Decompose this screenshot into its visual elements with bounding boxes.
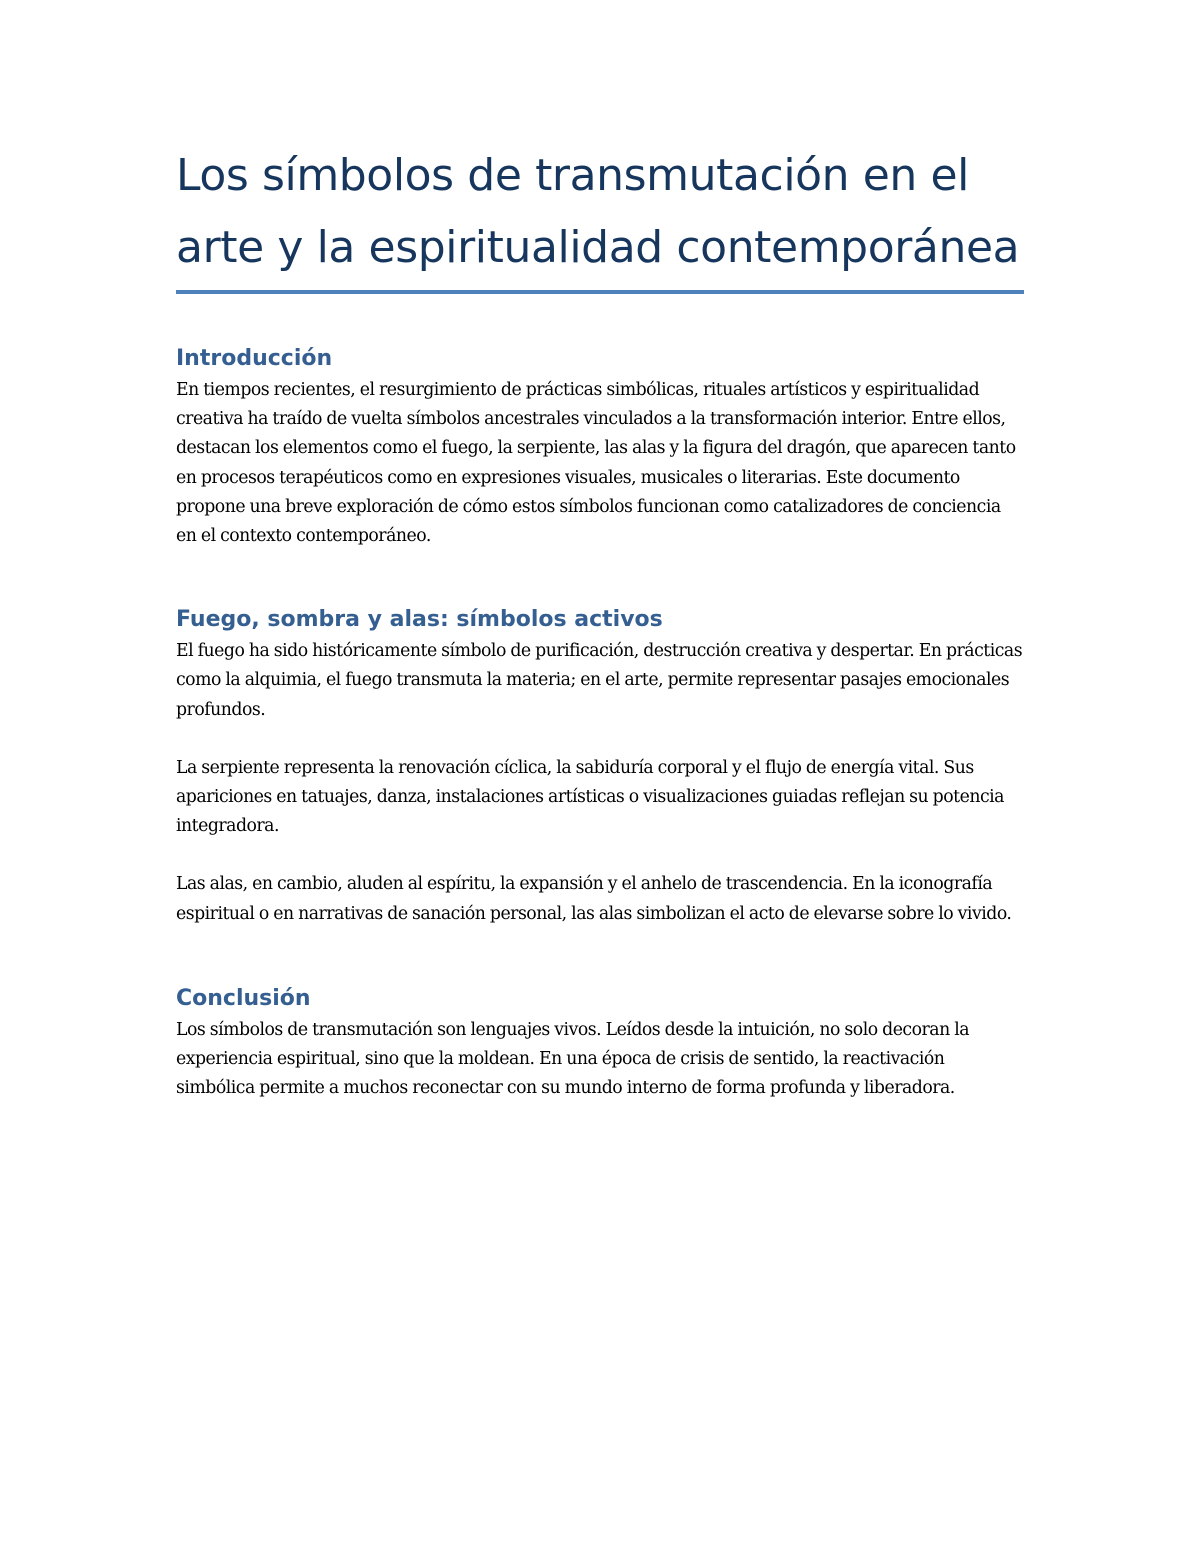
paragraph-fuego: El fuego ha sido históricamente símbolo de purificación, destrucción creativa y despertar. En prácticas como la alquimia, el fuego transmuta la materia; en el arte, permite representar pasajes emocionales profundos. (176, 641, 1023, 720)
section-heading-introduccion: Introducción (176, 346, 333, 371)
paragraph-conclusion: Los símbolos de transmutación son lenguajes vivos. Leídos desde la intuición, no solo decoran la experiencia espiritual, sino que la moldean. En una época de crisis de sentido, la reactivación simbólica permite a muchos reconectar con su mundo interno de forma profunda y liberadora. (176, 1019, 970, 1099)
section-heading-conclusion: Conclusión (176, 985, 311, 1011)
paragraph-introduccion: En tiempos recientes, el resurgimiento de prácticas simbólicas, rituales artísticos y espiritualidad creativa ha traído de vuelta símbolos ancestrales vinculados a la transformación interior. Entre ellos, destacan los elementos como el fuego, la serpiente, las alas y la figura del dragón, que aparecen tanto en procesos terapéuticos como en expresiones visuales, musicales o literarias. Este documento propone una breve exploración de cómo estos símbolos funcionan como catalizadores de conciencia en el contexto contemporáneo. (176, 380, 1016, 547)
title-underline (176, 290, 1024, 294)
paragraph-alas: Las alas, en cambio, aluden al espíritu, la expansión y el anhelo de trascendencia. En la iconografía espiritual o en narrativas de sanación personal, las alas simbolizan el acto de elevarse sobre lo vivido. (176, 874, 1012, 924)
document-title: Los símbolos de transmutación en el arte y la espiritualidad contemporánea (176, 150, 1020, 273)
paragraph-serpiente: La serpiente representa la renovación cíclica, la sabiduría corporal y el flujo de energía vital. Sus apariciones en tatuajes, danza, instalaciones artísticas o visualizaciones guiadas reflejan su potencia integradora. (176, 757, 1004, 837)
document-body (176, 140, 1024, 1103)
section-heading-fuego-sombra-alas: Fuego, sombra y alas: símbolos activos (176, 607, 663, 633)
